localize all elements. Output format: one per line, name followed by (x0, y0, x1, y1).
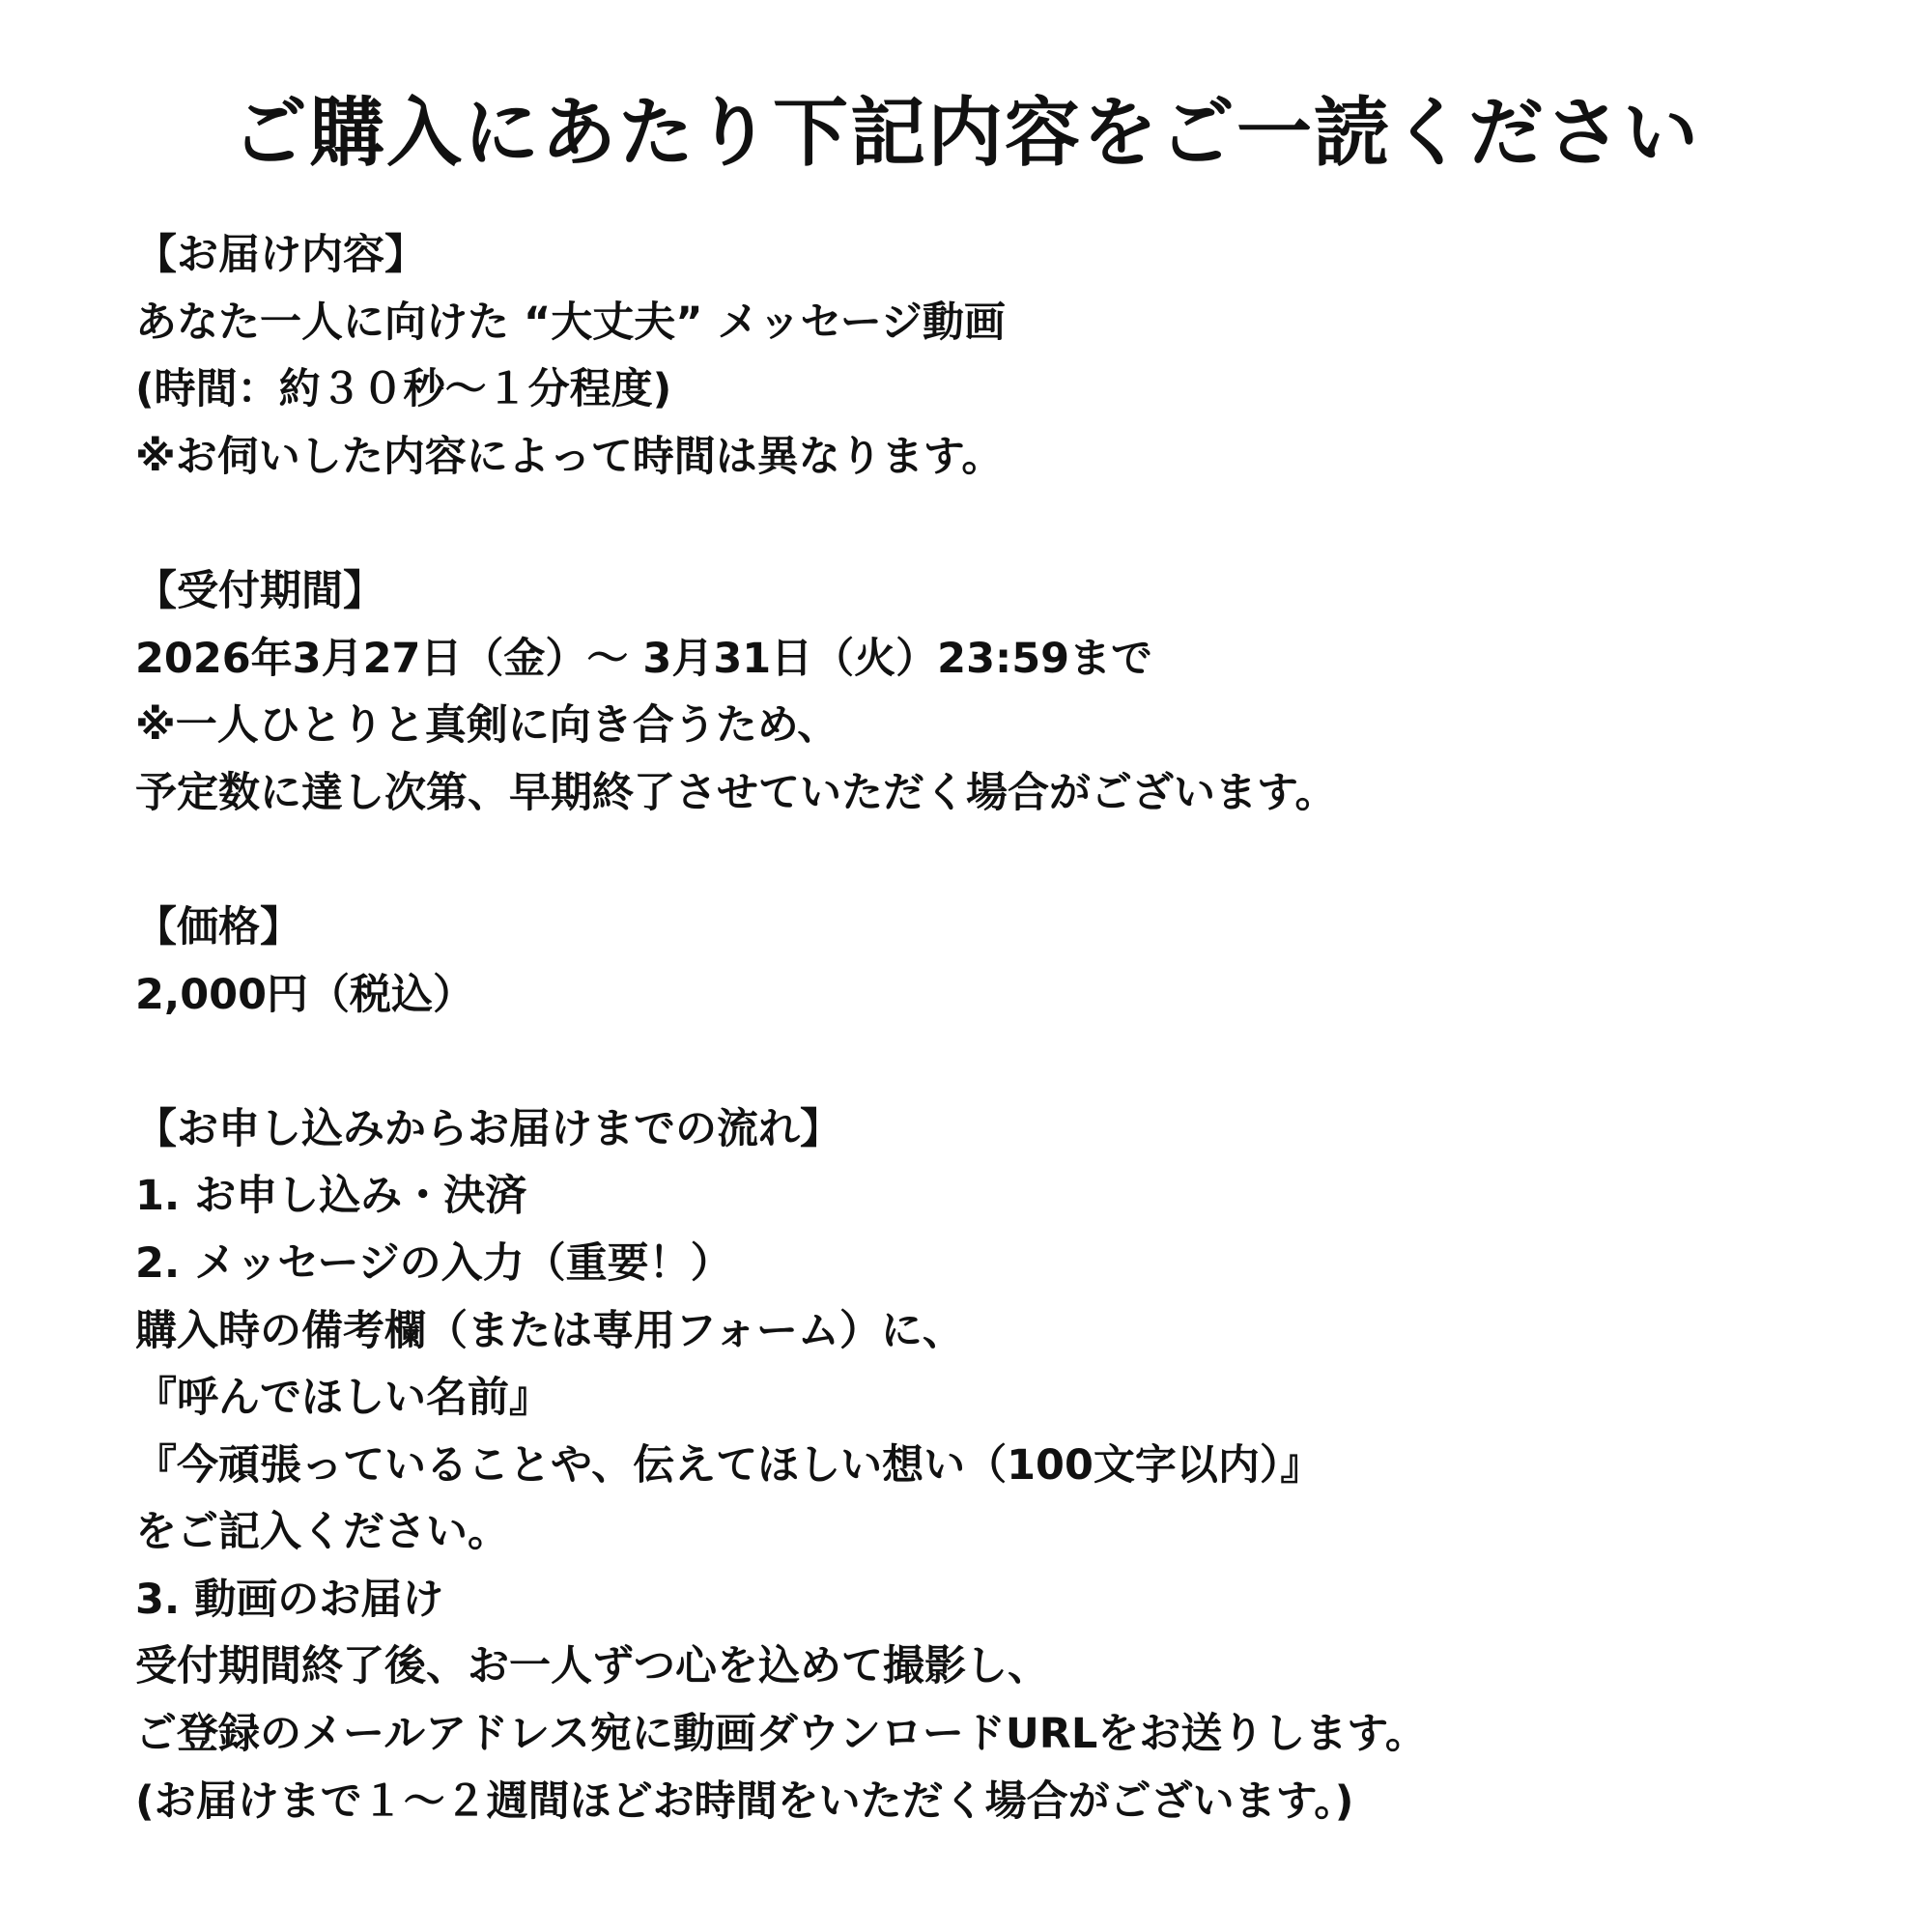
page-title: ご購入にあたり下記内容をご一読ください (231, 90, 1700, 177)
spacer (135, 827, 1855, 895)
section-text-line: (時間：約３０秒〜１分程度) (135, 365, 672, 414)
document-body (135, 222, 1855, 1835)
section-heading: 【価格】 (135, 902, 301, 952)
flow-step-2: 2. メッセージの入力（重要！） (135, 1238, 732, 1288)
price-value: 2,000円（税込） (135, 970, 475, 1019)
section-text-line: 購入時の備考欄（または専用フォーム）に、 (135, 1306, 964, 1355)
section-text-line: あなた一人に向けた “大丈夫” メッセージ動画 (135, 298, 1006, 347)
section-heading: 【お届け内容】 (135, 231, 426, 279)
section-heading: 【お申し込みからお届けまでの流れ】 (135, 1104, 841, 1153)
section-heading: 【受付期間】 (135, 566, 384, 615)
section-text-line: 『呼んでほしい名前』 (135, 1374, 551, 1423)
section-text-line: 予定数に達し次第、早期終了させていただく場合がございます。 (135, 768, 1337, 817)
flow-step-1: 1. お申し込み・決済 (135, 1172, 527, 1221)
section-price (135, 895, 1855, 1029)
section-note-line: ※お伺いした内容によって時間は異なります。 (135, 432, 1004, 481)
section-text-line: ご登録のメールアドレス宛に動画ダウンロードURLをお送りします。 (135, 1710, 1427, 1759)
section-text-line: (お届けまで１〜２週間ほどお時間をいただく場合がございます。) (135, 1776, 1354, 1826)
spacer (135, 1029, 1855, 1096)
section-delivery-content (135, 222, 1855, 491)
section-reception-period (135, 558, 1855, 827)
section-application-flow (135, 1096, 1855, 1836)
section-text-line: 『今頑張っていることや、伝えてほしい想い（100文字以内）』 (135, 1440, 1322, 1490)
section-text-line: 受付期間終了後、お一人ずつ心を込めて撮影し、 (135, 1642, 1049, 1691)
spacer (135, 491, 1855, 558)
section-note-line: ※一人ひとりと真剣に向き合うため、 (135, 701, 839, 751)
flow-step-3: 3. 動画のお届け (135, 1575, 444, 1624)
section-text-line: 2026年3月27日（金）〜 3月31日（火）23:59まで (135, 634, 1153, 683)
section-text-line: をご記入ください。 (135, 1508, 509, 1557)
